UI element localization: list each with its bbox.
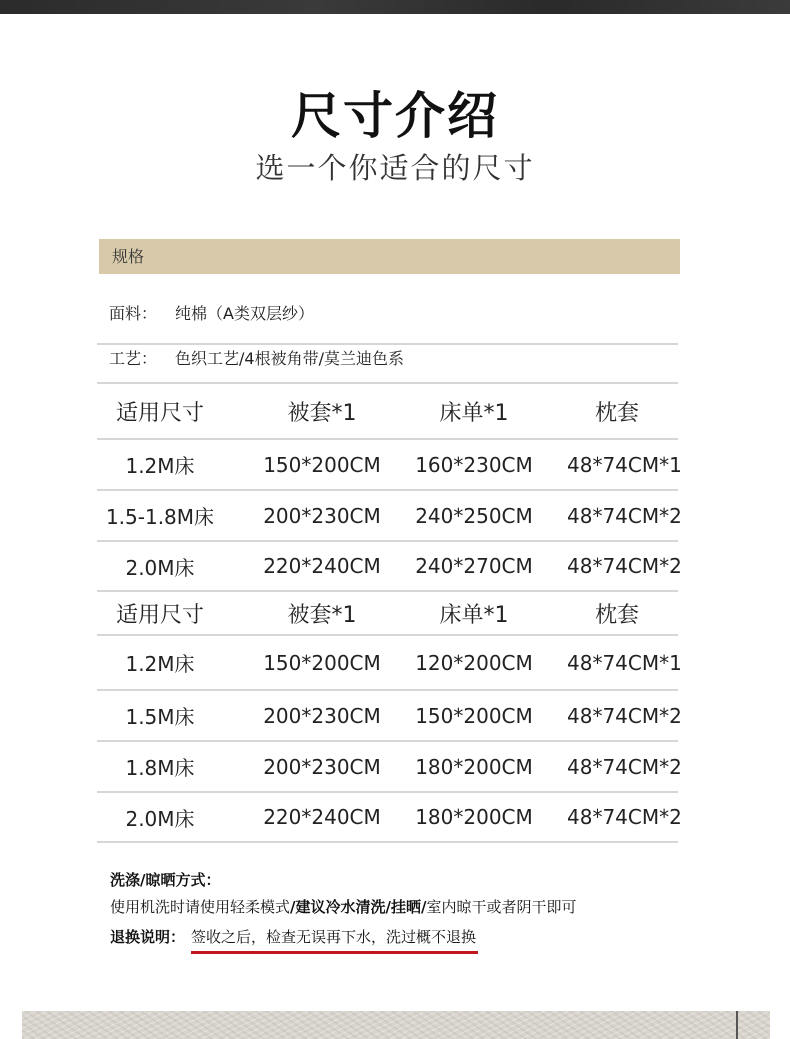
duvet-cell: 220*240CM [263, 805, 381, 829]
table1-header-size: 适用尺寸 [115, 400, 204, 426]
care-text-3: 室内晾干或者阴干即可 [426, 898, 577, 916]
sheet-cell: 150*200CM [415, 703, 533, 728]
pillow-cell: 48*74CM*2 [567, 503, 682, 528]
table-row [97, 742, 682, 793]
pillow-cell: 48*74CM*2 [567, 805, 682, 829]
fabric-value: 纯棉（A类双层纱） [175, 304, 314, 323]
sheet-cell: 180*200CM [415, 805, 533, 829]
size-cell: 1.2M床 [125, 454, 195, 478]
return-policy [110, 926, 478, 954]
size-cell: 1.5-1.8M床 [105, 505, 215, 529]
page-title: 尺寸介绍 [291, 87, 499, 145]
table-row [97, 691, 682, 742]
craft-info-row [97, 333, 678, 384]
table1-header-pillow: 枕套 [594, 400, 639, 426]
duvet-cell: 220*240CM [263, 554, 381, 578]
table1-header-sheet: 床单*1 [439, 400, 509, 426]
table-row [97, 793, 682, 843]
return-text: 签收之后，检查无误再下水，洗过概不退换 [191, 926, 478, 954]
care-text-1: 使用机洗时请使用轻柔模式 [110, 898, 291, 916]
sheet-cell: 240*270CM [415, 554, 533, 578]
pillow-cell: 48*74CM*2 [567, 554, 682, 578]
craft-label: 工艺： [109, 349, 158, 368]
duvet-cell: 150*200CM [263, 650, 381, 675]
table2-header-size: 适用尺寸 [115, 602, 204, 628]
sheet-cell: 180*200CM [415, 754, 533, 779]
size-cell: 1.2M床 [125, 652, 195, 676]
pillow-cell: 48*74CM*2 [567, 754, 682, 779]
duvet-cell: 200*230CM [263, 703, 381, 728]
pillow-cell: 48*74CM*1 [567, 650, 682, 675]
care-text-2: /建议冷水清洗/挂晒/ [290, 898, 427, 916]
duvet-cell: 200*230CM [263, 503, 381, 528]
table2-header-pillow: 枕套 [594, 602, 639, 628]
pillow-cell: 48*74CM*2 [567, 703, 682, 728]
size-cell: 1.5M床 [125, 705, 195, 729]
pillow-cell: 48*74CM*1 [567, 452, 682, 477]
table2-header-duvet: 被套*1 [287, 602, 357, 628]
craft-value: 色织工艺/4根被角带/莫兰迪色系 [175, 349, 404, 368]
table-row [97, 636, 682, 691]
care-title: 洗涤/晾晒方式： [110, 871, 221, 889]
return-label: 退换说明： [110, 928, 186, 946]
sheet-cell: 120*200CM [415, 650, 533, 675]
table2-header-row [97, 592, 678, 636]
fabric-label: 面料： [109, 304, 158, 323]
duvet-cell: 150*200CM [263, 452, 381, 477]
table1-header-duvet: 被套*1 [287, 400, 357, 426]
table-row [97, 491, 682, 542]
texture-mark [736, 1011, 738, 1039]
size-cell: 2.0M床 [125, 555, 195, 580]
table1-header-row [97, 384, 678, 440]
size-cell: 1.8M床 [125, 756, 195, 780]
table2-header-sheet: 床单*1 [439, 602, 509, 628]
sheet-cell: 160*230CM [415, 452, 533, 477]
care-instructions [110, 896, 576, 917]
top-banner-strip [0, 0, 790, 14]
spec-section-header: 规格 [99, 239, 680, 274]
table-row [97, 440, 682, 491]
size-cell: 2.0M床 [125, 806, 195, 831]
sheet-cell: 240*250CM [415, 503, 533, 528]
duvet-cell: 200*230CM [263, 754, 381, 779]
page-subtitle: 选一个你适合的尺寸 [255, 151, 535, 185]
table-row [97, 542, 682, 592]
bottom-texture-image [22, 1011, 770, 1039]
